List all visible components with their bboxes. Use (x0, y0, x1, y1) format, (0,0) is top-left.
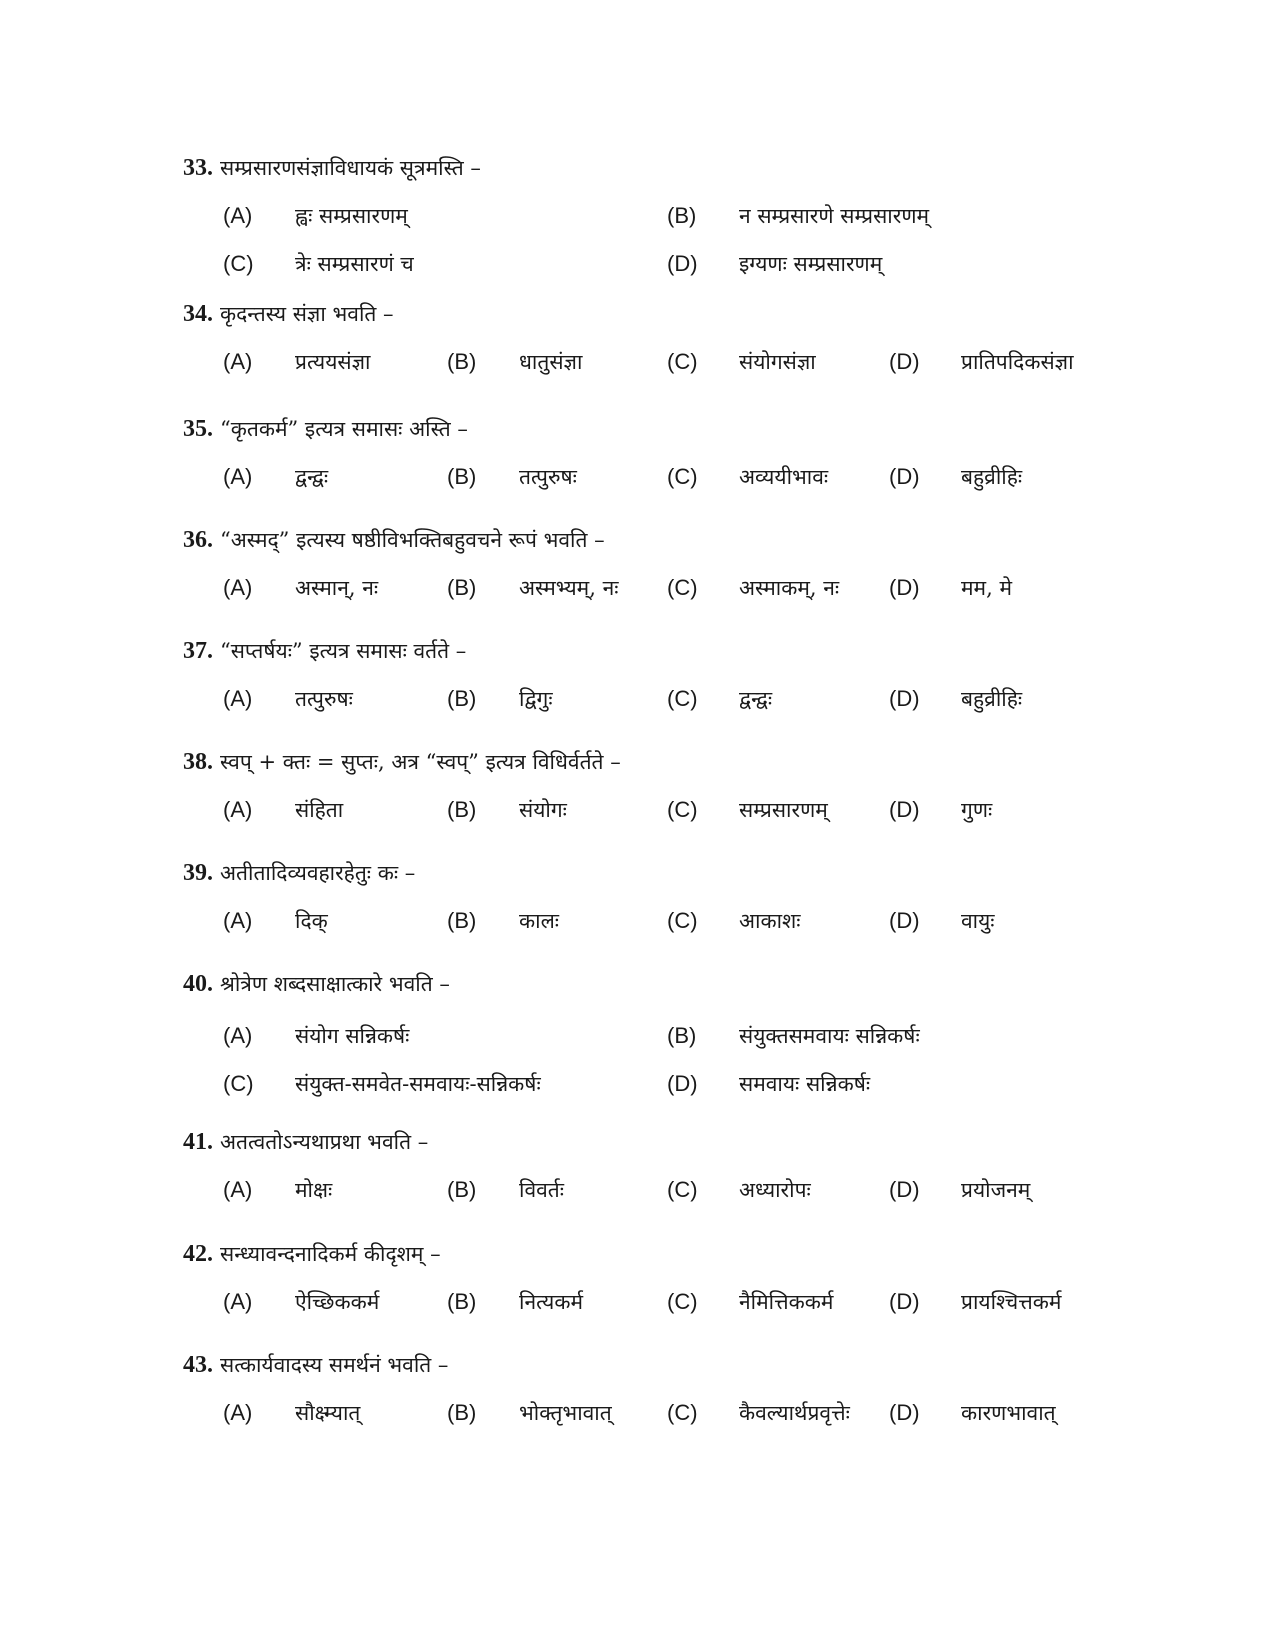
question-number: 41. (183, 1129, 213, 1155)
option-text: गुणः (961, 798, 993, 822)
option-label: (D) (889, 349, 920, 374)
question-text: “अस्मद्” इत्यस्य षष्ठीविभक्तिबहुवचने रूपं भवति – (220, 528, 605, 552)
question-heading (183, 1347, 1183, 1383)
option-text: धातुसंज्ञा (519, 350, 583, 374)
option-text: त्रेः सम्प्रसारणं च (295, 252, 414, 276)
option-label: (C) (667, 464, 698, 489)
option-text: ऐच्छिककर्म (295, 1290, 380, 1314)
option-text: तत्पुरुषः (295, 687, 353, 711)
question-text: “सप्तर्षयः” इत्यत्र समासः वर्तते – (220, 639, 467, 663)
option-label: (A) (223, 797, 253, 822)
option-row (183, 455, 1183, 499)
option-label: (A) (223, 686, 253, 711)
question-text: सन्ध्यावन्दनादिकर्म कीदृशम् – (220, 1242, 441, 1266)
option-text: संयोगसंज्ञा (739, 350, 816, 374)
option-text: बहुव्रीहिः (961, 687, 1023, 711)
question-text: “कृतकर्म” इत्यत्र समासः अस्ति – (220, 417, 468, 441)
option-label: (C) (667, 908, 698, 933)
option-text: प्रयोजनम् (961, 1178, 1031, 1202)
option-label: (D) (889, 1177, 920, 1202)
option-text: संयुक्तसमवायः सन्निकर्षः (739, 1024, 920, 1048)
question-number: 43. (183, 1352, 213, 1378)
option-text: मम, मे (961, 576, 1013, 600)
option-label: (B) (447, 575, 477, 600)
question-heading (183, 633, 1183, 669)
option-text: कारणभावात् (961, 1401, 1056, 1425)
option-text: अस्माकम्, नः (739, 576, 840, 600)
question-heading (183, 855, 1183, 891)
option-row (183, 194, 1183, 238)
question-number: 37. (183, 638, 213, 664)
option-text: नैमित्तिककर्म (739, 1290, 834, 1314)
option-text: संयुक्त-समवेत-समवायः-सन्निकर्षः (295, 1072, 541, 1096)
question-number: 39. (183, 860, 213, 886)
option-text: तत्पुरुषः (519, 465, 577, 489)
question-37 (183, 633, 1183, 721)
option-label: (C) (223, 1071, 254, 1096)
option-label: (C) (667, 349, 698, 374)
question-number: 42. (183, 1241, 213, 1267)
option-label: (A) (223, 908, 253, 933)
option-label: (B) (447, 908, 477, 933)
question-43 (183, 1347, 1183, 1435)
option-text: भोक्तृभावात् (519, 1401, 612, 1425)
option-label: (C) (667, 575, 698, 600)
option-text: सौक्ष्म्यात् (295, 1401, 361, 1425)
option-label: (B) (447, 464, 477, 489)
option-text: मोक्षः (295, 1178, 333, 1202)
question-text: अतत्वतोऽन्यथाप्रथा भवति – (220, 1130, 429, 1154)
question-heading (183, 1236, 1183, 1272)
question-42 (183, 1236, 1183, 1324)
option-row (183, 1014, 1183, 1058)
option-text: द्वन्द्वः (295, 465, 329, 489)
option-label: (A) (223, 1177, 253, 1202)
option-label: (B) (667, 203, 697, 228)
question-40 (183, 966, 1183, 1106)
option-row (183, 677, 1183, 721)
question-text: कृदन्तस्य संज्ञा भवति – (220, 302, 394, 326)
option-text: अस्मान्, नः (295, 576, 379, 600)
option-label: (D) (889, 464, 920, 489)
option-text: द्वन्द्वः (739, 687, 773, 711)
option-label: (A) (223, 1023, 253, 1048)
option-label: (B) (447, 349, 477, 374)
option-label: (B) (447, 686, 477, 711)
option-label: (B) (447, 1400, 477, 1425)
option-text: द्विगुः (519, 687, 553, 711)
question-heading (183, 744, 1183, 780)
question-text: स्वप् + क्तः = सुप्तः, अत्र “स्वप्” इत्यत्र विधिर्वर्तते – (220, 750, 621, 774)
option-label: (B) (447, 1177, 477, 1202)
option-label: (C) (223, 251, 254, 276)
option-label: (D) (889, 797, 920, 822)
option-text: बहुव्रीहिः (961, 465, 1023, 489)
option-text: सम्प्रसारणम् (739, 798, 828, 822)
option-label: (A) (223, 203, 253, 228)
option-label: (D) (889, 908, 920, 933)
option-text: संहिता (295, 798, 344, 822)
option-row (183, 1168, 1183, 1212)
option-label: (A) (223, 575, 253, 600)
option-row (183, 340, 1183, 384)
question-heading (183, 966, 1183, 1002)
option-text: वायुः (961, 909, 995, 933)
option-label: (D) (889, 575, 920, 600)
option-text: कैवल्यार्थप्रवृत्तेः (739, 1401, 850, 1425)
option-text: कालः (519, 909, 560, 933)
question-text: अतीतादिव्यवहारहेतुः कः – (220, 861, 416, 885)
option-text: प्रातिपदिकसंज्ञा (961, 350, 1074, 374)
option-text: दिक् (295, 909, 328, 933)
option-text: संयोग सन्निकर्षः (295, 1024, 410, 1048)
question-heading (183, 150, 1183, 186)
option-text: न सम्प्रसारणे सम्प्रसारणम् (739, 204, 930, 228)
option-text: इग्यणः सम्प्रसारणम् (739, 252, 883, 276)
question-number: 34. (183, 301, 213, 327)
option-text: प्रायश्चित्तकर्म (961, 1290, 1062, 1314)
option-row (183, 1062, 1183, 1106)
question-heading (183, 296, 1183, 332)
option-row (183, 242, 1183, 286)
question-36 (183, 522, 1183, 610)
question-heading (183, 522, 1183, 558)
option-text: संयोगः (519, 798, 567, 822)
option-row (183, 899, 1183, 943)
option-label: (D) (889, 1400, 920, 1425)
option-label: (A) (223, 1400, 253, 1425)
option-label: (B) (667, 1023, 697, 1048)
option-row (183, 1391, 1183, 1435)
option-label: (C) (667, 686, 698, 711)
option-label: (D) (889, 686, 920, 711)
option-label: (C) (667, 1177, 698, 1202)
option-row (183, 788, 1183, 832)
question-number: 36. (183, 527, 213, 553)
option-text: ह्वः सम्प्रसारणम् (295, 204, 408, 228)
option-text: अध्यारोपः (739, 1178, 811, 1202)
question-41 (183, 1124, 1183, 1212)
question-text: श्रोत्रेण शब्दसाक्षात्कारे भवति – (220, 972, 450, 996)
question-heading (183, 411, 1183, 447)
option-label: (C) (667, 797, 698, 822)
option-label: (A) (223, 349, 253, 374)
option-label: (B) (447, 797, 477, 822)
question-34 (183, 296, 1183, 384)
option-row (183, 566, 1183, 610)
option-label: (C) (667, 1289, 698, 1314)
option-text: विवर्तः (519, 1178, 565, 1202)
option-text: प्रत्ययसंज्ञा (295, 350, 371, 374)
question-text: सम्प्रसारणसंज्ञाविधायकं सूत्रमस्ति – (220, 156, 481, 180)
question-33 (183, 150, 1183, 286)
option-text: नित्यकर्म (519, 1290, 584, 1314)
question-number: 38. (183, 749, 213, 775)
option-label: (B) (447, 1289, 477, 1314)
question-heading (183, 1124, 1183, 1160)
question-number: 33. (183, 155, 213, 181)
question-number: 35. (183, 416, 213, 442)
option-label: (D) (667, 1071, 698, 1096)
question-39 (183, 855, 1183, 943)
option-label: (D) (889, 1289, 920, 1314)
option-label: (D) (667, 251, 698, 276)
question-text: सत्कार्यवादस्य समर्थनं भवति – (220, 1353, 449, 1377)
option-text: अव्ययीभावः (739, 465, 829, 489)
option-text: आकाशः (739, 909, 801, 933)
question-number: 40. (183, 971, 213, 997)
question-38 (183, 744, 1183, 832)
option-row (183, 1280, 1183, 1324)
option-label: (C) (667, 1400, 698, 1425)
question-35 (183, 411, 1183, 499)
option-text: अस्मभ्यम्, नः (519, 576, 619, 600)
option-text: समवायः सन्निकर्षः (739, 1072, 871, 1096)
option-label: (A) (223, 464, 253, 489)
option-label: (A) (223, 1289, 253, 1314)
